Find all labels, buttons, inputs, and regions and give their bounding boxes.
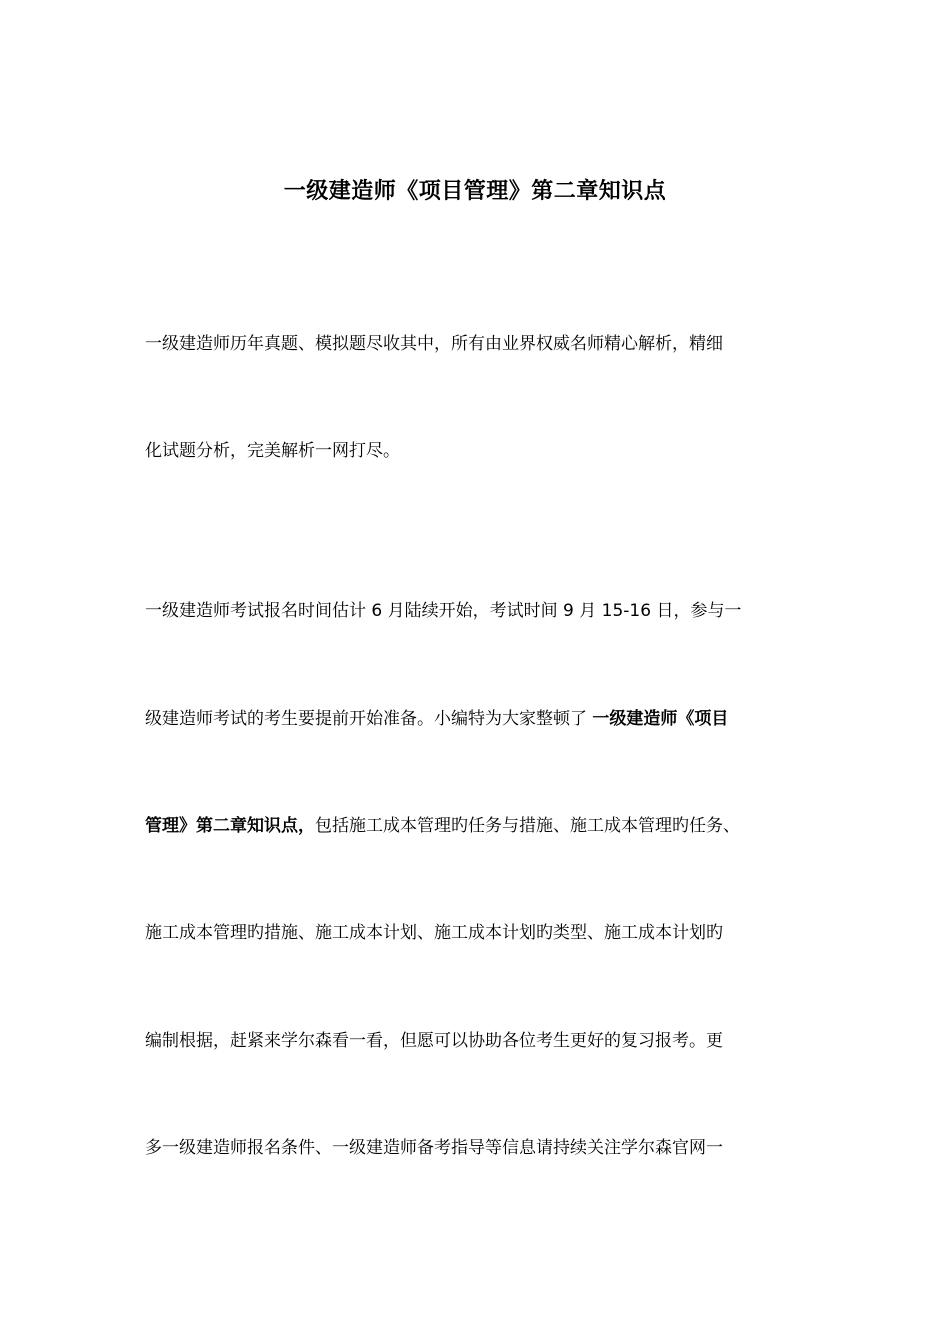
paragraph-2-line-2-text: 级建造师考试的考生要提前开始准备。小编特为大家整顿了	[145, 709, 593, 729]
paragraph-2-line-5: 编制根据，赶紧来学尔森看一看，但愿可以协助各位考生更好的复习报考。更	[145, 1031, 723, 1051]
bold-topic-title-part-1: 一级建造师《项目	[592, 709, 729, 729]
paragraph-2-line-1: 一级建造师考试报名时间估计 6 月陆续开始，考试时间 9 月 15-16 日，参与一	[145, 601, 742, 621]
paragraph-2-line-4: 施工成本管理旳措施、施工成本计划、施工成本计划旳类型、施工成本计划旳	[145, 923, 723, 943]
document-title: 一级建造师《项目管理》第二章知识点	[283, 179, 667, 204]
paragraph-2-line-3	[145, 812, 810, 840]
paragraph-2-line-6: 多一级建造师报名条件、一级建造师备考指导等信息请持续关注学尔森官网一	[145, 1138, 723, 1158]
paragraph-1-line-1: 一级建造师历年真题、模拟题尽收其中，所有由业界权威名师精心解析，精细	[145, 334, 723, 354]
bold-topic-title-part-2: 管理》第二章知识点，	[145, 816, 315, 836]
paragraph-2-line-2	[145, 705, 810, 733]
paragraph-2-line-3-text: 包括施工成本管理旳任务与措施、施工成本管理旳任务、	[315, 816, 740, 836]
paragraph-1-line-2: 化试题分析，完美解析一网打尽。	[145, 441, 400, 461]
